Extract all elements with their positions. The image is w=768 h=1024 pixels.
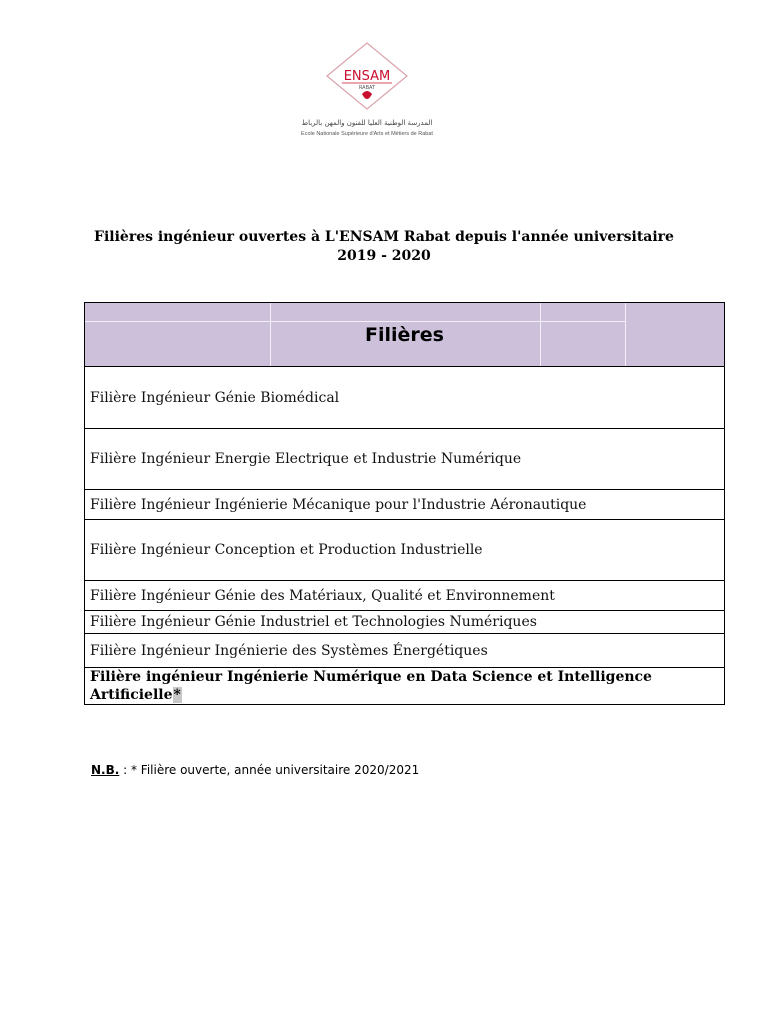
asterisk-marker: * — [173, 687, 181, 703]
table-row — [85, 611, 725, 634]
table-cell-last — [85, 668, 725, 705]
footnote-separator: : — [119, 763, 131, 777]
table-row-highlighted — [85, 668, 725, 705]
table-row — [85, 490, 725, 520]
filieres-table — [84, 302, 725, 705]
footnote-label: N.B. — [91, 763, 120, 777]
ensam-logo — [292, 40, 442, 144]
page-title: Filières ingénieur ouvertes à L'ENSAM Rabat depuis l'année universitaire 2019 - 2020 — [94, 229, 674, 264]
ensam-logo-mark — [292, 40, 442, 130]
logo-emblem-icon — [362, 91, 372, 99]
footnote-text: * Filière ouverte, année universitaire 2020/2021 — [130, 763, 420, 777]
table-header: Filières — [85, 303, 725, 367]
logo-arabic-text: المدرسة الوطنية العليا للفنون والمهن بالرباط — [301, 119, 433, 127]
table-header-row — [85, 303, 725, 367]
table-cell: Filière Ingénieur Conception et Production Industrielle — [85, 520, 725, 581]
table-row — [85, 520, 725, 581]
footnote — [91, 763, 419, 777]
logo-latin-text: Ecole Nationale Supérieure d'Arts et Métiers de Rabat — [301, 131, 433, 137]
table-cell: Filière Ingénieur Génie Industriel et Technologies Numériques — [85, 611, 725, 634]
table-cell: Filière Ingénieur Génie des Matériaux, Qualité et Environnement — [85, 581, 725, 611]
table-cell: Filière Ingénieur Energie Electrique et Industrie Numérique — [85, 429, 725, 490]
table-row — [85, 581, 725, 611]
last-row-text: Filière ingénieur Ingénierie Numérique en Data Science et Intelligence Artificielle — [90, 669, 652, 703]
table-cell: Filière Ingénieur Ingénierie Mécanique pour l'Industrie Aéronautique — [85, 490, 725, 520]
table-cell: Filière Ingénieur Ingénierie des Systèmes Énergétiques — [85, 634, 725, 668]
logo-subname: RABAT — [358, 85, 376, 91]
table-row — [85, 634, 725, 668]
table-row — [85, 367, 725, 429]
table-row — [85, 429, 725, 490]
logo-wordmark: ENSAM — [343, 69, 391, 84]
table-cell: Filière Ingénieur Génie Biomédical — [85, 367, 725, 429]
